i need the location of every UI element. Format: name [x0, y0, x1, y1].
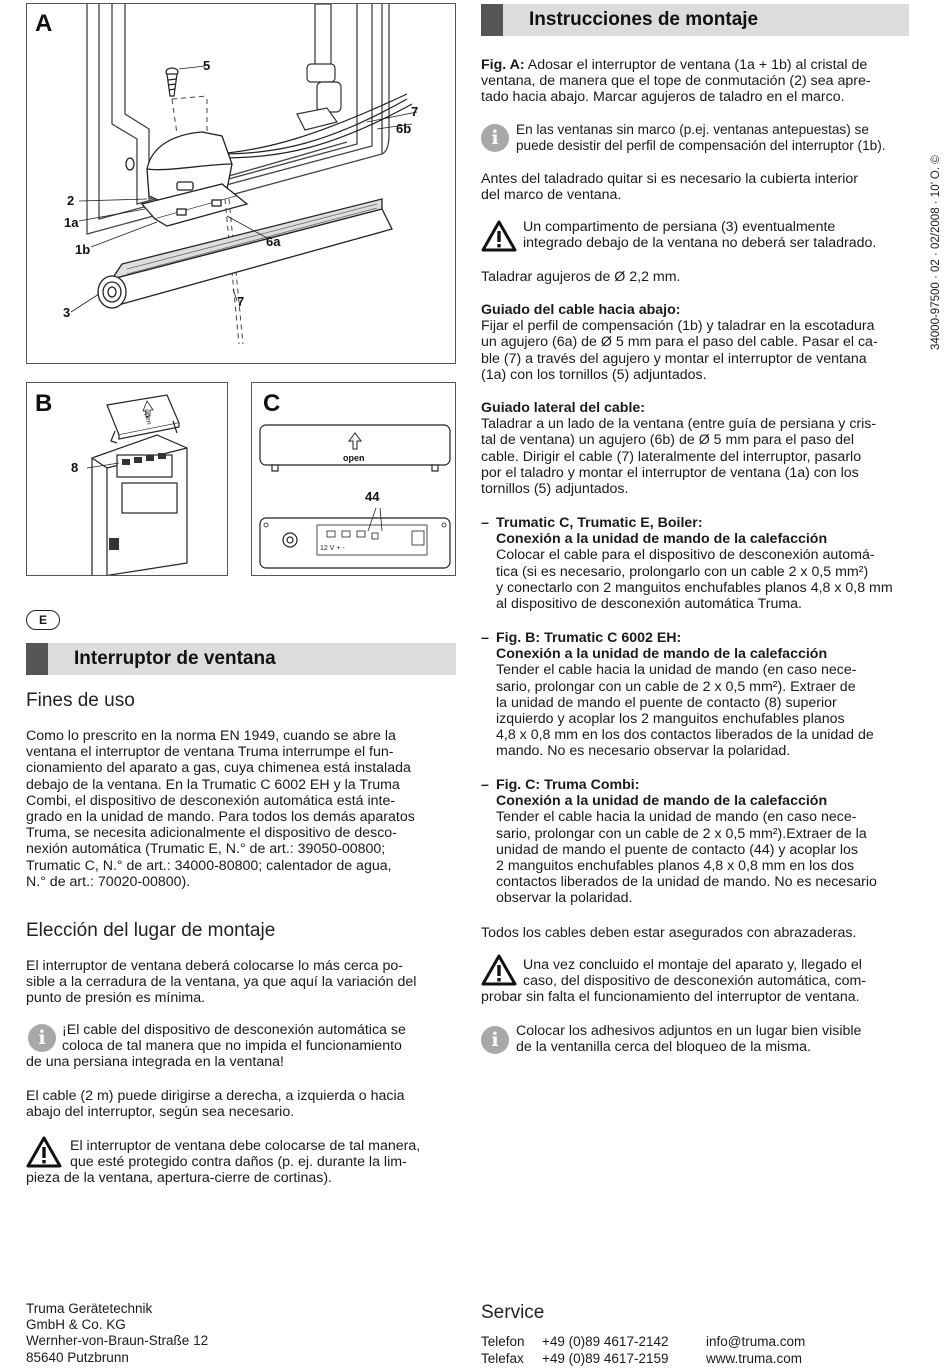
- section-header-mark: [26, 643, 48, 675]
- figure-c: [251, 382, 456, 576]
- service-heading: Service: [481, 1302, 545, 1323]
- note-cable-persiana: ¡El cable del dispositivo de desconexión automática se coloca de tal manera que no impida el funcionamiento de una persiana integrada en la ventana!: [26, 1022, 406, 1071]
- note-adhesivos: Colocar los adhesivos adjuntos en un lugar bien visible de la ventanilla cerca del bloqueo de la misma.: [516, 1023, 862, 1056]
- section-header-instrucciones: [481, 4, 909, 36]
- callout-44: 44: [365, 489, 380, 504]
- todos-cables-text: Todos los cables deben estar asegurados con abrazaderas.: [481, 925, 857, 941]
- section-header-mark: [481, 4, 503, 36]
- guiado-lateral-section: Guiado lateral del cable: Taladrar a un lado de la ventana (entre guía de persiana y cris- tal de ventana) un agujero (6b) de Ø 5 mm para el paso del cable. Dirigir el cable (7) lateralmente del interruptor, pasarlo por el taladro y montar el interruptor de ventana (1a) con los tornillos (5) adjuntados.: [481, 400, 877, 498]
- cover-open-label-c: open: [343, 453, 365, 463]
- callout-1b: 1b: [75, 242, 91, 257]
- eleccion-paragraph: El interruptor de ventana deberá colocarse lo más cerca po- sible a la cerradura de la ventana, ya que aquí la variación del punto de presión es mínima.: [26, 958, 417, 1007]
- info-icon: i: [28, 1024, 56, 1052]
- fig-a-paragraph: Fig. A: Adosar el interruptor de ventana (1a + 1b) al cristal de ventana, de manera que el tope de conmutación (2) sea apre- tado hacia abajo. Marcar agujeros de taladro en el marco.: [481, 57, 871, 106]
- fines-heading: Fines de uso: [26, 690, 135, 711]
- service-label: Telefon: [481, 1334, 525, 1349]
- guiado-lateral-title: Guiado lateral del cable:: [481, 400, 645, 416]
- callout-6a: 6a: [266, 234, 281, 249]
- antes-paragraph: Antes del taladrado quitar si es necesario la cubierta interior del marco de ventana.: [481, 171, 858, 204]
- callout-7-bottom: 7: [237, 294, 245, 309]
- language-badge: E: [26, 610, 60, 630]
- taladrar-text: Taladrar agujeros de Ø 2,2 mm.: [481, 269, 681, 285]
- cable-paragraph: El cable (2 m) puede dirigirse a derecha, a izquierda o hacia abajo del interruptor, según sea necesario.: [26, 1088, 405, 1121]
- service-email[interactable]: info@truma.com: [706, 1334, 806, 1349]
- warning-comprobar: Una vez concluido el montaje del aparato y, llegado el caso, del dispositivo de desconexión automática, com- probar sin falta el funcionamiento del interruptor de ventana.: [481, 957, 867, 1006]
- figure-c-drawing: [252, 383, 456, 576]
- fig-a-label: Fig. A:: [481, 57, 525, 73]
- figure-a: [26, 3, 456, 364]
- callout-7: 7: [411, 104, 419, 119]
- figure-b-letter: B: [35, 390, 53, 417]
- guiado-abajo-section: Guiado del cable hacia abajo: Fijar el perfil de compensación (1b) y taladrar en la escotadura un agujero (6a) de Ø 5 mm para el paso del cable. Pasar el ca- ble (7) a través del agujero y montar el interruptor de ventana (1a) con los tornillos (5) adjuntados.: [481, 302, 878, 383]
- warning-proteccion: El interruptor de ventana debe colocarse de tal manera, que esté protegido contra daños (p. ej. durante la lim- pieza de la ventana, apertura-cierre de cortinas).: [26, 1138, 421, 1187]
- service-number: +49 (0)89 4617-2142: [542, 1334, 669, 1349]
- service-website[interactable]: www.truma.com: [706, 1351, 803, 1366]
- service-label: Telefax: [481, 1351, 524, 1366]
- callout-3: 3: [63, 305, 71, 320]
- section-header-interruptor: [26, 643, 456, 675]
- guiado-abajo-title: Guiado del cable hacia abajo:: [481, 302, 681, 318]
- eleccion-heading: Elección del lugar de montaje: [26, 920, 276, 941]
- document-code: 34000-97500 · 02 · 02/2008 · 10’ O. ©: [930, 155, 942, 350]
- info-icon: i: [481, 1026, 509, 1054]
- board-voltage-label: 12 V + -: [320, 545, 345, 552]
- callout-5: 5: [203, 58, 211, 73]
- figure-a-letter: A: [35, 10, 53, 37]
- callout-8: 8: [71, 460, 79, 475]
- figure-b-drawing: [27, 383, 228, 576]
- figure-c-letter: C: [263, 390, 281, 417]
- callout-1a: 1a: [64, 215, 79, 230]
- figure-a-drawing: [27, 4, 456, 364]
- service-number: +49 (0)89 4617-2159: [542, 1351, 669, 1366]
- fines-paragraph: Como lo prescrito en la norma EN 1949, cuando se abre la ventana el interruptor de ventana Truma interrumpe el fun- cionamiento del aparato a gas, cuya chimenea está instalada debajo de la ventana. En la Trumatic C 6002 EH y la Truma Combi, el dispositivo de desconexión automática está inte- grado en la unidad de mando. Para todos los demás aparatos Truma, se necesita adicionalmente el dispositivo de desco- nexión automática (Trumatic E, N.° de art.: 39050-00800; Trumatic C, N.° de art.: 34000-80800; calentador de agua, N.° de art.: 70020-00800).: [26, 728, 415, 890]
- section-title: Interruptor de ventana: [74, 648, 276, 669]
- callout-2: 2: [67, 193, 75, 208]
- instrucciones-title: Instrucciones de montaje: [529, 9, 759, 30]
- figure-b: [26, 382, 228, 576]
- warning-triangle-icon: [481, 220, 517, 252]
- info-icon: i: [481, 124, 509, 152]
- warning-persiana: Un compartimento de persiana (3) eventualmente integrado debajo de la ventana no deberá ser taladrado.: [523, 219, 877, 252]
- note-sin-marco: En las ventanas sin marco (p.ej. ventanas antepuestas) se puede desistir del perfil de compensación del interruptor (1b).: [516, 122, 886, 154]
- company-address: Truma Gerätetechnik GmbH & Co. KG Wernher-von-Braun-Straße 12 85640 Putzbrunn: [26, 1301, 209, 1365]
- callout-6b: 6b: [396, 121, 412, 136]
- cover-open-label-b: open: [142, 408, 153, 426]
